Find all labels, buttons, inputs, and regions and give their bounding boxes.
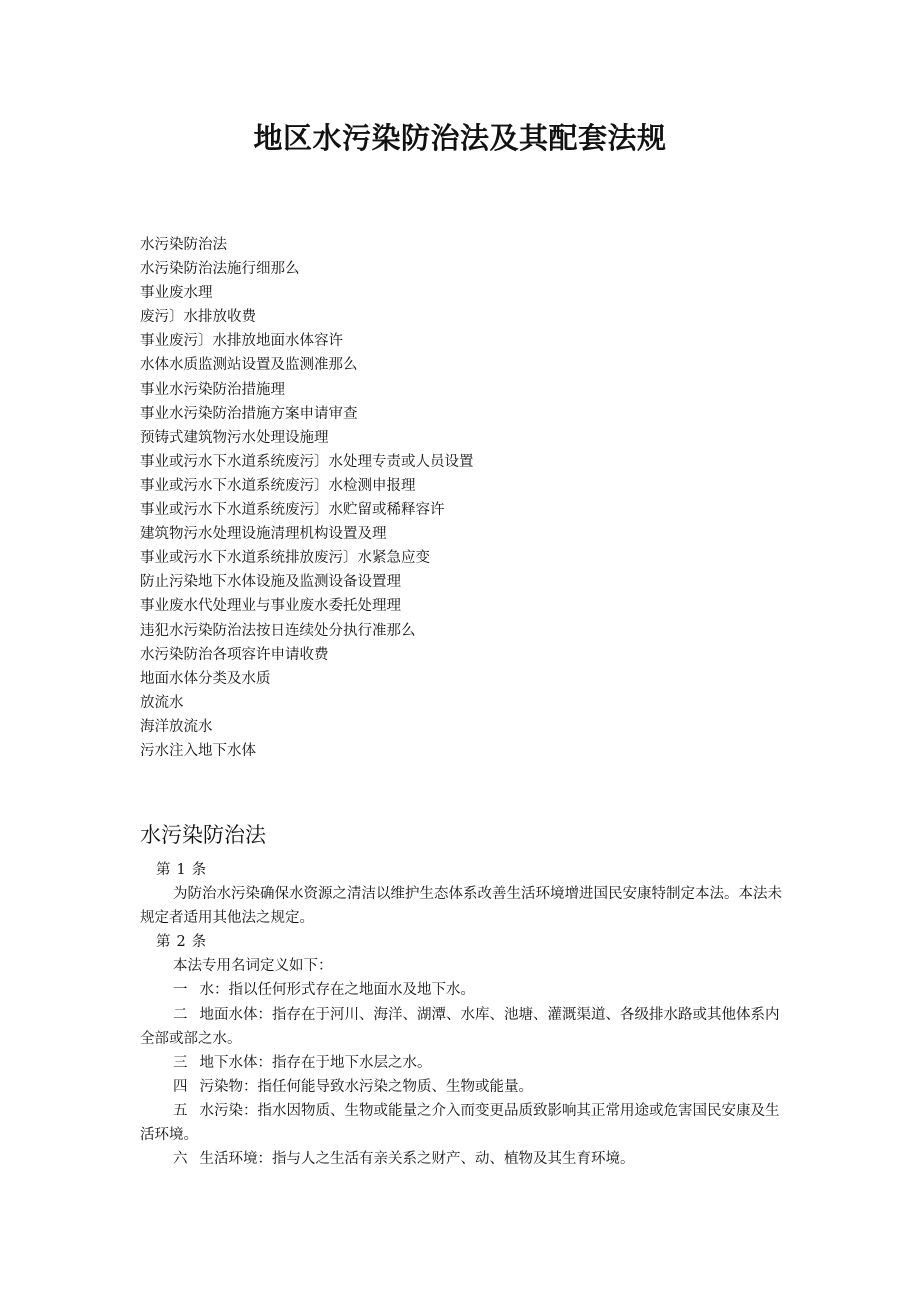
definition-text: 地下水体：指存在于地下水层之水。 [199, 1054, 432, 1071]
definition-item [140, 1003, 782, 1051]
toc-item: 水污染防治各项容许申请收费 [140, 646, 329, 663]
toc-item: 事业水污染防治措施理 [140, 381, 285, 398]
definition-number: 三 [173, 1054, 188, 1071]
definition-number: 二 [173, 1006, 188, 1023]
definition-item [140, 1051, 782, 1075]
toc-item: 事业或污水下水道系统废污〕水贮留或稀释容许 [140, 502, 445, 519]
article-1-text: 为防治水污染确保水资源之清洁以维护生态体系改善生活环境增进国民安康特制定本法。本法未规定者适用其他法之规定。 [140, 886, 782, 927]
definition-item [140, 1147, 782, 1171]
article-prefix: 第 [156, 862, 171, 878]
definition-number: 五 [173, 1102, 188, 1119]
toc-item: 事业废水理 [140, 285, 213, 302]
article-suffix: 条 [191, 862, 207, 878]
toc-item: 水体水质监测站设置及监测准那么 [140, 357, 358, 374]
toc-item: 事业或污水下水道系统废污〕水处理专责或人员设置 [140, 453, 474, 470]
definition-text: 污染物：指任何能导致水污染之物质、生物或能量。 [199, 1078, 533, 1095]
definition-text: 地面水体：指存在于河川、海洋、湖潭、水库、池塘、灌溉渠道、各级排水路或其他体系内全部或部之水。 [140, 1006, 780, 1047]
section-heading: 水污染防治法 [140, 823, 266, 847]
toc-item: 海洋放流水 [140, 718, 213, 735]
toc-item: 事业废水代处理业与事业废水委托处理理 [140, 598, 401, 615]
toc-item: 水污染防治法 [140, 237, 227, 253]
definition-number: 六 [173, 1151, 188, 1168]
article-2-intro: 本法专用名词定义如下： [173, 958, 333, 975]
definition-item [140, 1099, 782, 1147]
toc-item: 废污〕水排放收费 [140, 309, 256, 326]
toc-item: 水污染防治法施行细那么 [140, 261, 300, 278]
toc-item: 事业水污染防治措施方案申请审查 [140, 405, 358, 422]
article-suffix: 条 [191, 934, 207, 951]
section-body [140, 858, 782, 1171]
article-number: 2 [176, 934, 186, 951]
toc-item: 事业或污水下水道系统排放废污〕水紧急应变 [140, 550, 430, 567]
table-of-contents [140, 233, 474, 763]
article-1-heading [140, 858, 782, 882]
definition-item [140, 1075, 782, 1099]
toc-item: 防止污染地下水体设施及监测设备设置理 [140, 574, 401, 591]
article-number: 1 [176, 862, 186, 878]
definition-text: 生活环境：指与人之生活有亲关系之财产、动、植物及其生育环境。 [199, 1151, 635, 1168]
toc-item: 建筑物污水处理设施清理机构设置及理 [140, 526, 387, 543]
definition-item [140, 978, 782, 1002]
article-2-heading [140, 930, 782, 954]
document-title: 地区水污染防治法及其配套法规 [253, 121, 667, 155]
toc-item: 事业或污水下水道系统废污〕水检测申报理 [140, 477, 416, 494]
toc-item: 地面水体分类及水质 [140, 670, 271, 687]
toc-item: 预铸式建筑物污水处理设施理 [140, 429, 329, 446]
toc-item: 放流水 [140, 694, 184, 711]
definition-number: 四 [173, 1078, 188, 1095]
definition-text: 水污染：指水因物质、生物或能量之介入而变更品质致影响其正常用途或危害国民安康及生活环境。 [140, 1102, 780, 1144]
definition-number: 一 [173, 982, 188, 999]
definition-text: 水：指以任何形式存在之地面水及地下水。 [199, 982, 475, 999]
article-prefix: 第 [156, 934, 171, 951]
toc-item: 事业废污〕水排放地面水体容许 [140, 333, 343, 350]
toc-item: 污水注入地下水体 [140, 742, 256, 759]
toc-item: 违犯水污染防治法按日连续处分执行准那么 [140, 622, 416, 639]
